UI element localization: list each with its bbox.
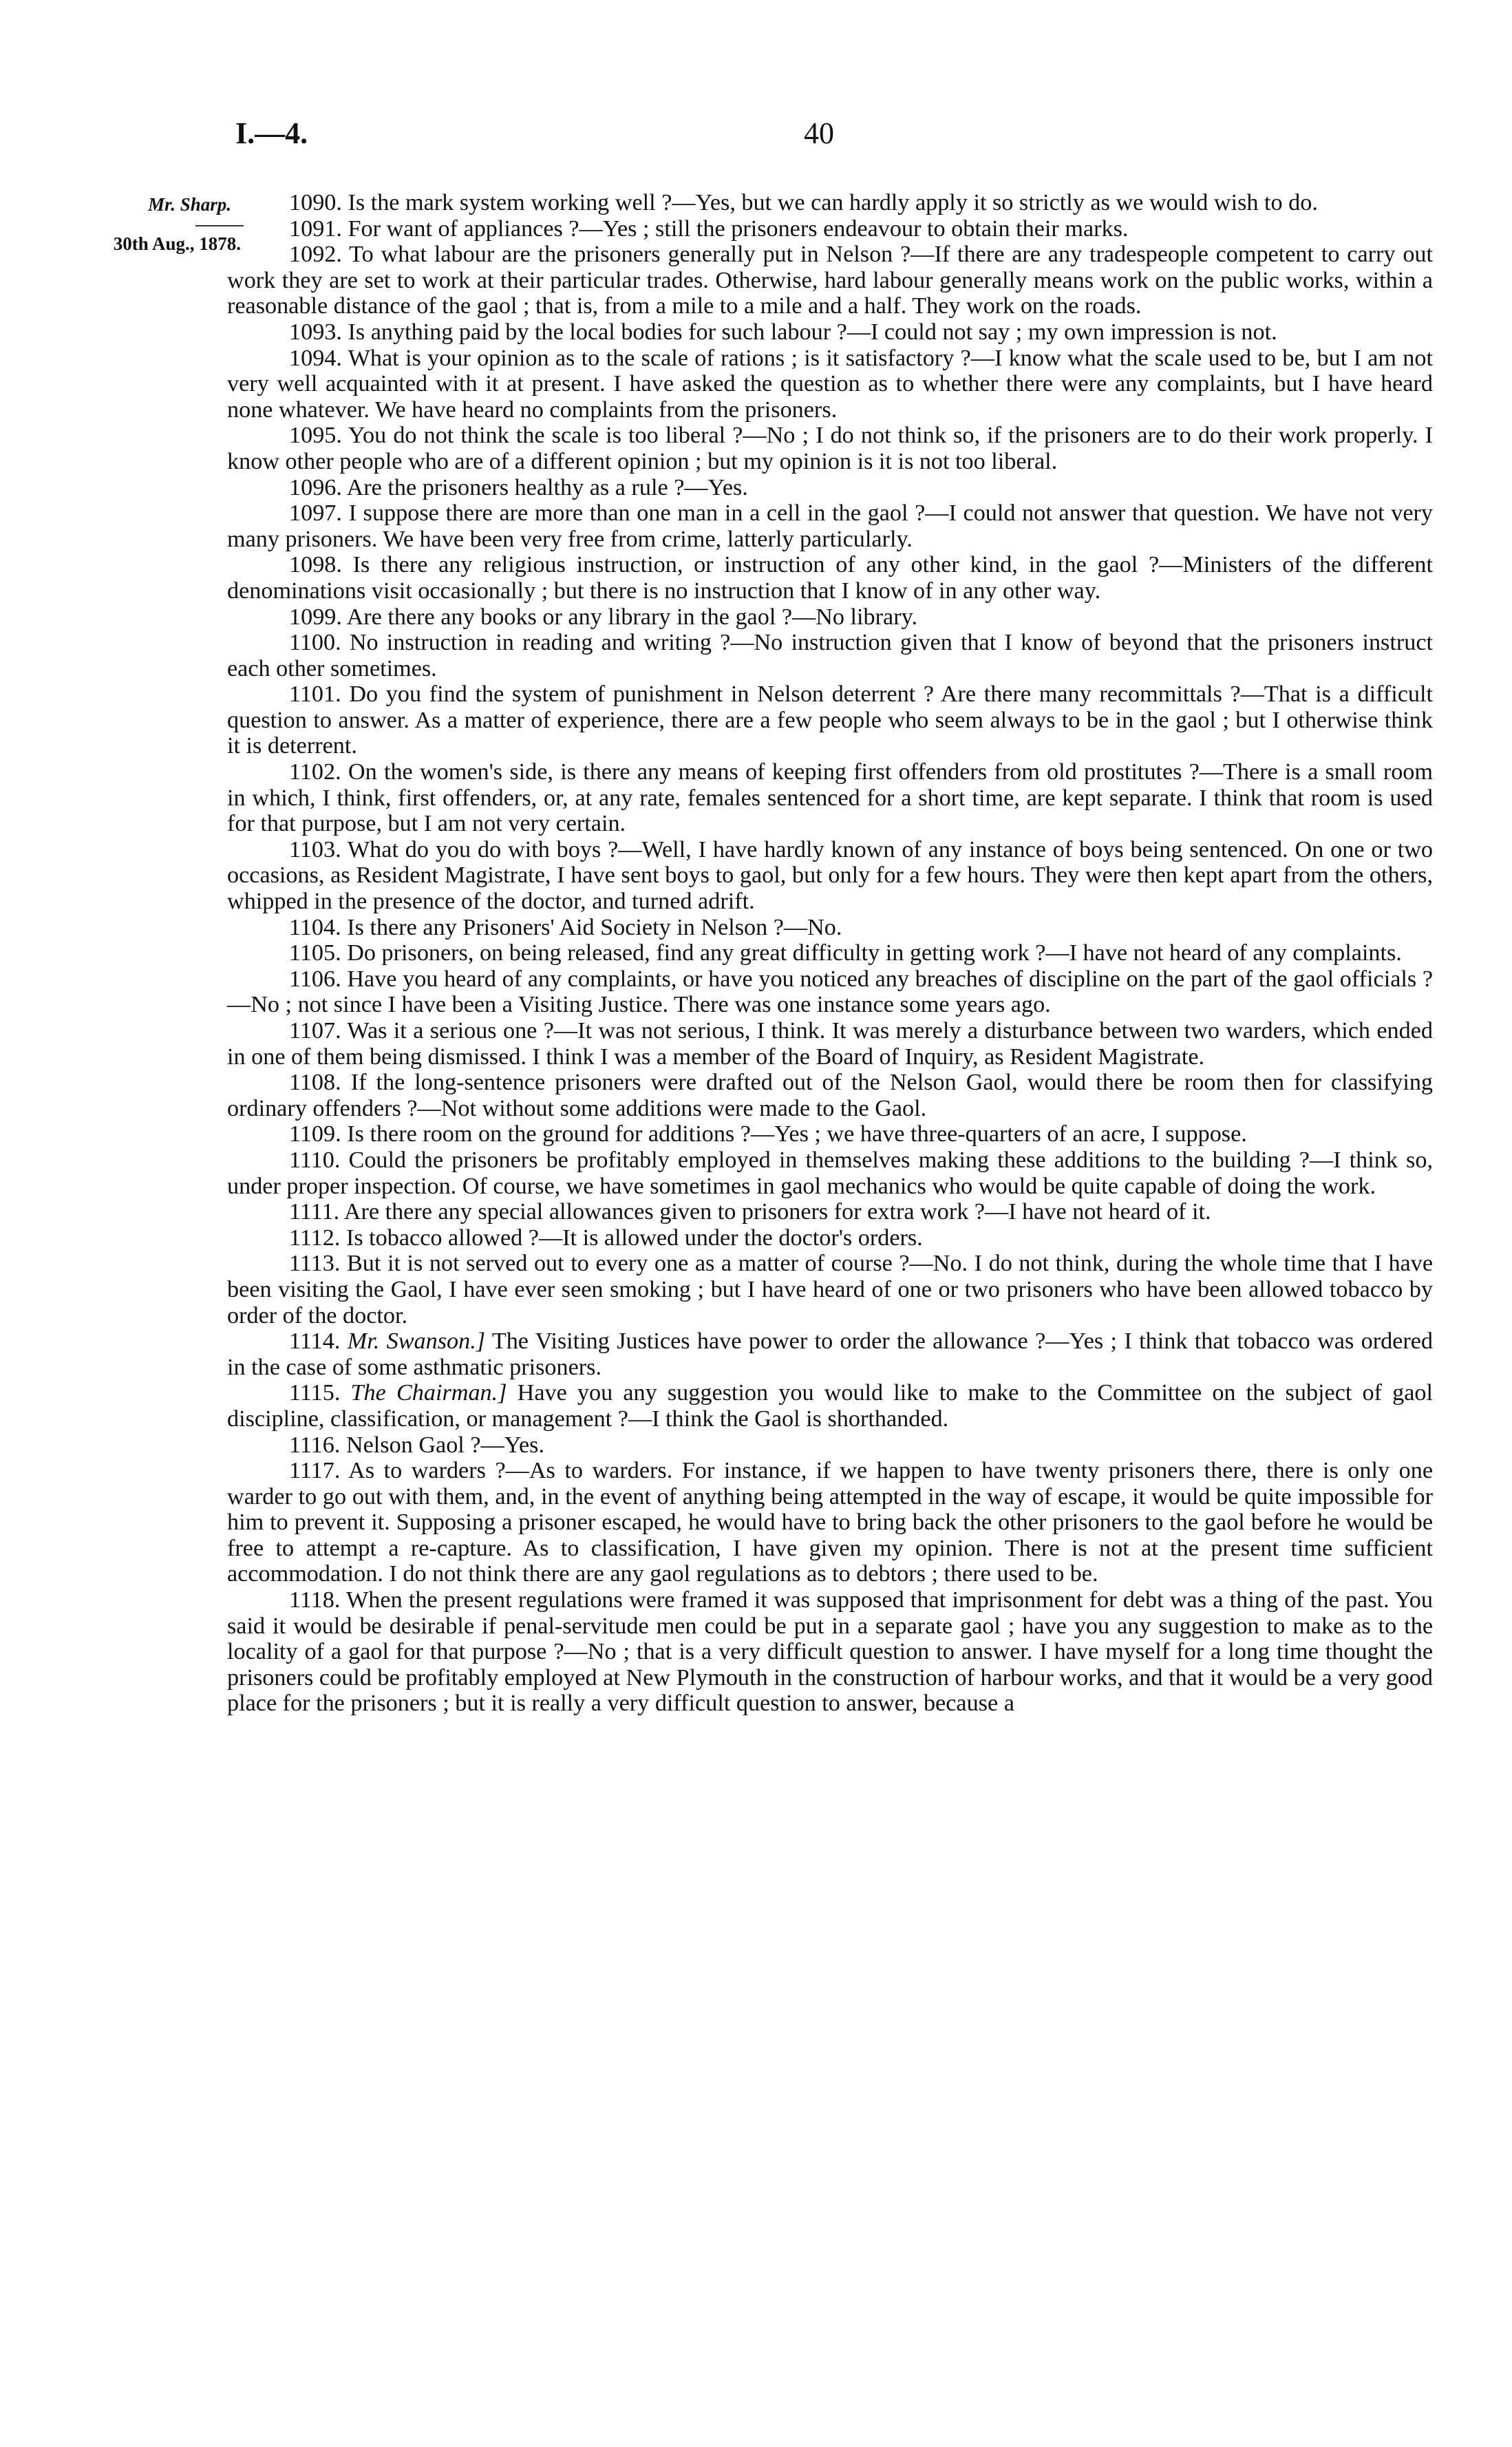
- question-number: 1108.: [289, 1070, 341, 1096]
- question-paragraph: [227, 500, 1433, 552]
- question-number: 1091.: [289, 215, 342, 242]
- question-paragraph: [227, 966, 1433, 1018]
- question-text: Are there any special allowances given to prisoners for extra work ?—I have not heard of it.: [343, 1199, 1211, 1225]
- question-paragraph: [227, 681, 1433, 759]
- question-paragraph: [227, 1380, 1433, 1432]
- question-text: As to warders ?—As to warders. For instance, if we happen to have twenty prisoners there, there is only one warder to go out with them, and, in the event of anything being attempted in the way of escape, it would be quite impossible for him to prevent it. Supposing a prisoner escaped, he would have to bring back the other prisoners to the gaol before he would be free to attempt a re-capture. As to classification, I have given my opinion. There is not at the present time sufficient accommodation. I do not think there are any gaol regulations as to debtors ; there used to be.: [227, 1458, 1433, 1587]
- question-text: Is the mark system working well ?—Yes, but we can hardly apply it so strictly as we would wish to do.: [348, 190, 1318, 215]
- question-paragraph: [227, 1328, 1433, 1380]
- question-number: 1104.: [289, 914, 341, 940]
- question-number: 1113.: [289, 1251, 341, 1277]
- question-number: 1093.: [289, 319, 342, 345]
- question-paragraph: [227, 475, 1433, 501]
- question-text: Is there room on the ground for additions ?—Yes ; we have three-quarters of an acre, I suppose.: [347, 1121, 1247, 1147]
- question-number: 1101.: [289, 681, 341, 708]
- testimony-date: 30th Aug., 1878.: [113, 233, 241, 254]
- question-number: 1103.: [289, 836, 341, 862]
- question-number: 1095.: [289, 423, 342, 449]
- question-text: Do prisoners, on being released, find any great difficulty in getting work ?—I have not heard of any complaints.: [347, 940, 1402, 966]
- question-text: Is there any Prisoners' Aid Society in Nelson ?—No.: [347, 914, 842, 940]
- question-number: 1110.: [289, 1147, 341, 1173]
- question-text: Do you find the system of punishment in Nelson deterrent ? Are there many recommittals ?—That is a difficult question to answer. As a matter of experience, there are a few people who seem always to be in the gaol ; but I otherwise think it is deterrent.: [227, 681, 1433, 759]
- question-number: 1115.: [289, 1380, 341, 1406]
- question-paragraph: [227, 1070, 1433, 1121]
- question-paragraph: [227, 759, 1433, 837]
- question-text: Are there any books or any library in the gaol ?—No library.: [346, 604, 918, 630]
- question-paragraph: [227, 837, 1433, 915]
- testimony-body: [227, 190, 1433, 1717]
- document-code: I.—4.: [235, 116, 308, 150]
- question-paragraph: [227, 1121, 1433, 1147]
- question-paragraph: [227, 915, 1433, 941]
- question-text: Are the prisoners healthy as a rule ?—Yes.: [346, 474, 748, 500]
- question-paragraph: [227, 1225, 1433, 1251]
- question-number: 1099.: [289, 604, 342, 630]
- question-number: 1097.: [289, 500, 342, 527]
- question-number: 1116.: [289, 1432, 341, 1458]
- question-paragraph: [227, 1199, 1433, 1225]
- question-paragraph: [227, 940, 1433, 966]
- question-text: Could the prisoners be profitably employed in themselves making these additions to the building ?—I think so, under proper inspection. Of course, we have sometimes in gaol mechanics who would be quite capable of doing the work.: [227, 1147, 1433, 1199]
- margin-note: [41, 194, 241, 255]
- question-text: You do not think the scale is too liberal ?—No ; I do not think so, if the prisoners are to do their work properly. I know other people who are of a different opinion ; but my opinion is it is not too liberal.: [227, 423, 1434, 474]
- question-paragraph: [227, 1458, 1433, 1587]
- question-text: If the long-sentence prisoners were drafted out of the Nelson Gaol, would there be room then for classifying ordinary offenders ?—Not without some additions were made to the Gaol.: [227, 1070, 1434, 1121]
- question-text: But it is not served out to every one as a matter of course ?—No. I do not think, during the whole time that I have been visiting the Gaol, I have ever seen smoking ; but I have heard of one or two prisoners who have been allowed tobacco by order of the doctor.: [227, 1251, 1433, 1328]
- question-number: 1102.: [289, 759, 341, 785]
- question-number: 1090.: [289, 190, 342, 215]
- question-paragraph: [227, 242, 1433, 319]
- page-number: 40: [804, 116, 834, 150]
- question-text: Was it a serious one ?—It was not serious, I think. It was merely a disturbance between two warders, which ended in one of them being dismissed. I think I was a member of the Board of Inquiry, as Resident Magistrate.: [227, 1018, 1433, 1070]
- question-text: No instruction in reading and writing ?—No instruction given that I know of beyond that the prisoners instruct each other sometimes.: [227, 630, 1434, 681]
- question-number: 1117.: [289, 1458, 341, 1484]
- witness-name: Mr. Sharp.: [148, 194, 231, 215]
- question-number: 1096.: [289, 474, 342, 500]
- question-paragraph: [227, 552, 1433, 604]
- question-paragraph: [227, 1432, 1433, 1459]
- question-text: What is your opinion as to the scale of rations ; is it satisfactory ?—I know what the scale used to be, but I am not very well acquainted with it at present. I have asked the question as to whether there were any complaints, but I have heard none whatever. We have heard no complaints from the prisoners.: [227, 345, 1433, 423]
- question-text: The Visiting Justices have power to order the allowance ?—Yes ; I think that tobacco was ordered in the case of some asthmatic prisoners.: [227, 1328, 1433, 1380]
- question-number: 1094.: [289, 345, 342, 371]
- question-number: 1112.: [289, 1225, 341, 1251]
- question-number: 1118.: [289, 1587, 341, 1613]
- question-text: Have you any suggestion you would like to make to the Committee on the subject of gaol discipline, classification, or management ?—I think the Gaol is shorthanded.: [227, 1380, 1434, 1432]
- question-paragraph: [227, 1587, 1433, 1717]
- question-text: Is anything paid by the local bodies for such labour ?—I could not say ; my own impression is not.: [348, 319, 1277, 345]
- question-text: For want of appliances ?—Yes ; still the prisoners endeavour to obtain their marks.: [348, 215, 1129, 242]
- question-number: 1092.: [289, 242, 342, 268]
- question-paragraph: [227, 190, 1433, 216]
- question-number: 1109.: [289, 1121, 341, 1147]
- question-number: 1105.: [289, 940, 341, 966]
- question-text: Is tobacco allowed ?—It is allowed under the doctor's orders.: [345, 1225, 923, 1251]
- speaker-name: Mr. Swanson.]: [347, 1328, 486, 1355]
- question-paragraph: [227, 630, 1433, 681]
- question-paragraph: [227, 346, 1433, 423]
- question-paragraph: [227, 1018, 1433, 1070]
- question-paragraph: [227, 604, 1433, 631]
- question-text: Nelson Gaol ?—Yes.: [345, 1432, 544, 1458]
- speaker-name: The Chairman.]: [350, 1380, 507, 1406]
- question-text: On the women's side, is there any means of keeping first offenders from old prostitutes ?—There is a small room in which, I think, first offenders, or, at any rate, females sentenced for a short time, are kept separate. I think that room is used for that purpose, but I am not very certain.: [227, 759, 1433, 837]
- question-number: 1107.: [289, 1018, 341, 1044]
- question-text: Is there any religious instruction, or instruction of any other kind, in the gaol ?—Ministers of the different denominations visit occasionally ; but there is no instruction that I know of in any other way.: [227, 552, 1433, 604]
- question-paragraph: [227, 1251, 1433, 1328]
- question-paragraph: [227, 423, 1433, 474]
- question-text: Have you heard of any complaints, or have you noticed any breaches of discipline on the part of the gaol officials ?—No ; not since I have been a Visiting Justice. There was one instance some years ago.: [227, 966, 1434, 1018]
- question-text: I suppose there are more than one man in a cell in the gaol ?—I could not answer that question. We have not very many prisoners. We have been very free from crime, latterly particularly.: [227, 500, 1433, 552]
- question-number: 1098.: [289, 552, 342, 578]
- question-number: 1114.: [289, 1328, 341, 1355]
- question-text: What do you do with boys ?—Well, I have hardly known of any instance of boys being sentenced. On one or two occasions, as Resident Magistrate, I have sent boys to gaol, but only for a few hours. They were then kept apart from the others, whipped in the presence of the doctor, and turned adrift.: [227, 836, 1433, 915]
- question-number: 1100.: [289, 630, 341, 656]
- question-number: 1111.: [289, 1199, 340, 1225]
- page-header: [0, 116, 1512, 157]
- question-paragraph: [227, 216, 1433, 242]
- question-paragraph: [227, 319, 1433, 346]
- question-text: To what labour are the prisoners generally put in Nelson ?—If there are any tradespeople competent to carry out work they are set to work at their particular trades. Otherwise, hard labour generally means work on the public works, within a reasonable distance of the gaol ; that is, from a mile to a mile and a half. They work on the roads.: [227, 242, 1434, 319]
- question-paragraph: [227, 1147, 1433, 1199]
- question-number: 1106.: [289, 966, 341, 992]
- question-text: When the present regulations were framed it was supposed that imprisonment for debt was a thing of the past. You said it would be desirable if penal-servitude men could be put in a separate gaol ; have you any suggestion to make as to the locality of a gaol for that purpose ?—No ; that is a very difficult question to answer. I have myself for a long time thought the prisoners could be profitably employed at New Plymouth in the construction of harbour works, and that it would be a very good place for the prisoners ; but it is really a very difficult question to answer, because a: [227, 1587, 1433, 1717]
